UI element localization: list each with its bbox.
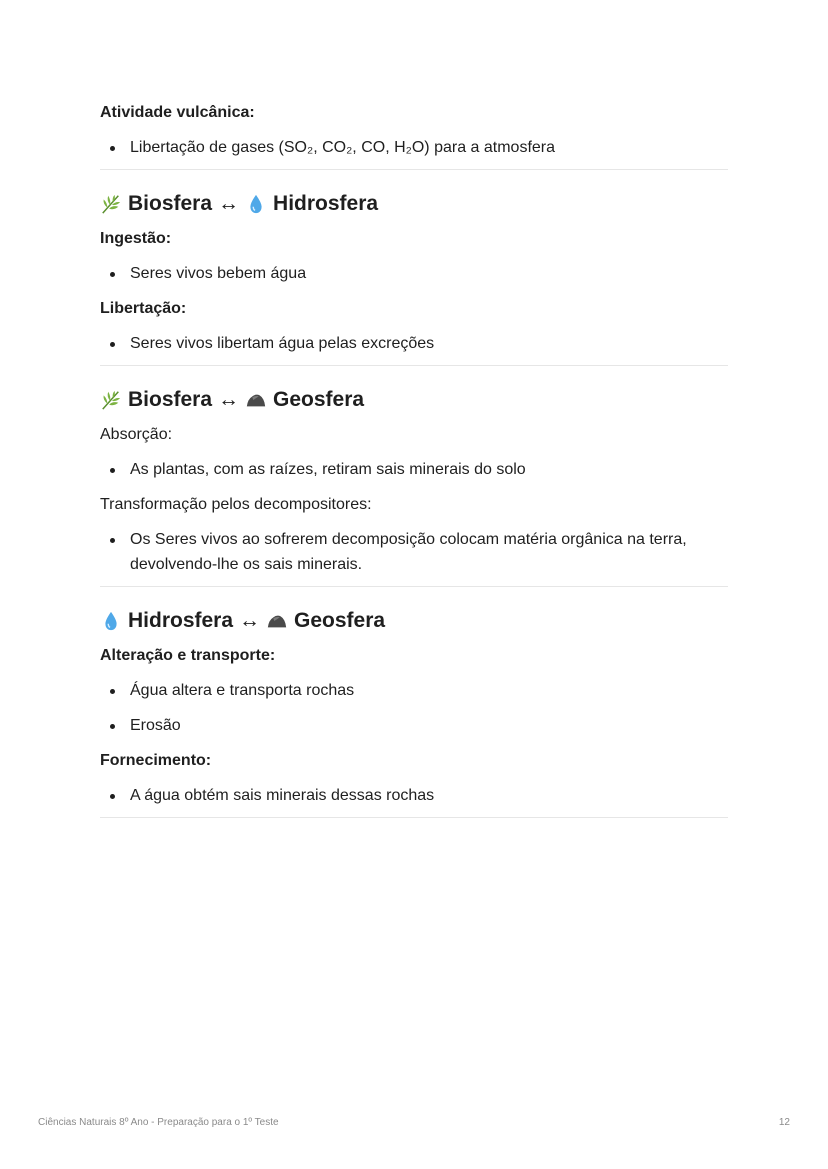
list-item: Erosão bbox=[100, 708, 728, 743]
bullet-list bbox=[100, 326, 728, 361]
water-drop-icon bbox=[100, 610, 122, 632]
subheading: Alteração e transporte: bbox=[100, 647, 276, 664]
bullet-list bbox=[100, 452, 728, 487]
water-drop-icon bbox=[245, 193, 267, 215]
divider bbox=[100, 365, 728, 366]
page-number: 12 bbox=[778, 1117, 790, 1128]
section-heading-hidrosfera-geosfera: Hidrosfera ↔ Geosfera bbox=[100, 603, 728, 638]
divider bbox=[100, 169, 728, 170]
list-item: Seres vivos bebem água bbox=[100, 256, 728, 291]
bullet-list bbox=[100, 778, 728, 813]
leaf-icon bbox=[100, 389, 122, 411]
subheading: Fornecimento: bbox=[100, 752, 212, 769]
list-item: A água obtém sais minerais dessas rochas bbox=[100, 778, 728, 813]
subheading: Absorção: bbox=[100, 426, 173, 443]
rock-icon bbox=[266, 610, 288, 632]
leaf-icon bbox=[100, 193, 122, 215]
bullet-list bbox=[100, 130, 728, 165]
subheading: Libertação: bbox=[100, 300, 187, 317]
section-heading-biosfera-hidrosfera: Biosfera ↔ Hidrosfera bbox=[100, 186, 728, 221]
divider bbox=[100, 586, 728, 587]
subheading: Ingestão: bbox=[100, 230, 172, 247]
double-arrow: ↔ bbox=[218, 388, 240, 411]
section-heading-biosfera-geosfera: Biosfera ↔ Geosfera bbox=[100, 382, 728, 417]
bullet-list bbox=[100, 673, 728, 743]
subheading: Atividade vulcânica: bbox=[100, 104, 255, 121]
page-footer bbox=[38, 1117, 790, 1128]
bullet-list bbox=[100, 522, 728, 582]
rock-icon bbox=[245, 389, 267, 411]
double-arrow: ↔ bbox=[239, 609, 261, 632]
divider bbox=[100, 817, 728, 818]
list-item: Água altera e transporta rochas bbox=[100, 673, 728, 708]
subheading: Transformação pelos decompositores: bbox=[100, 496, 372, 513]
footer-title: Ciências Naturais 8º Ano - Preparação para o 1º Teste bbox=[38, 1117, 279, 1128]
list-item: Libertação de gases (SO₂, CO₂, CO, H₂O) para a atmosfera bbox=[100, 130, 728, 165]
double-arrow: ↔ bbox=[218, 192, 240, 215]
bullet-list bbox=[100, 256, 728, 291]
list-item: Os Seres vivos ao sofrerem decomposição colocam matéria orgânica na terra, devolvendo-lhe os sais minerais. bbox=[100, 522, 728, 582]
list-item: As plantas, com as raízes, retiram sais minerais do solo bbox=[100, 452, 728, 487]
document-content bbox=[100, 95, 728, 834]
list-item: Seres vivos libertam água pelas excreções bbox=[100, 326, 728, 361]
